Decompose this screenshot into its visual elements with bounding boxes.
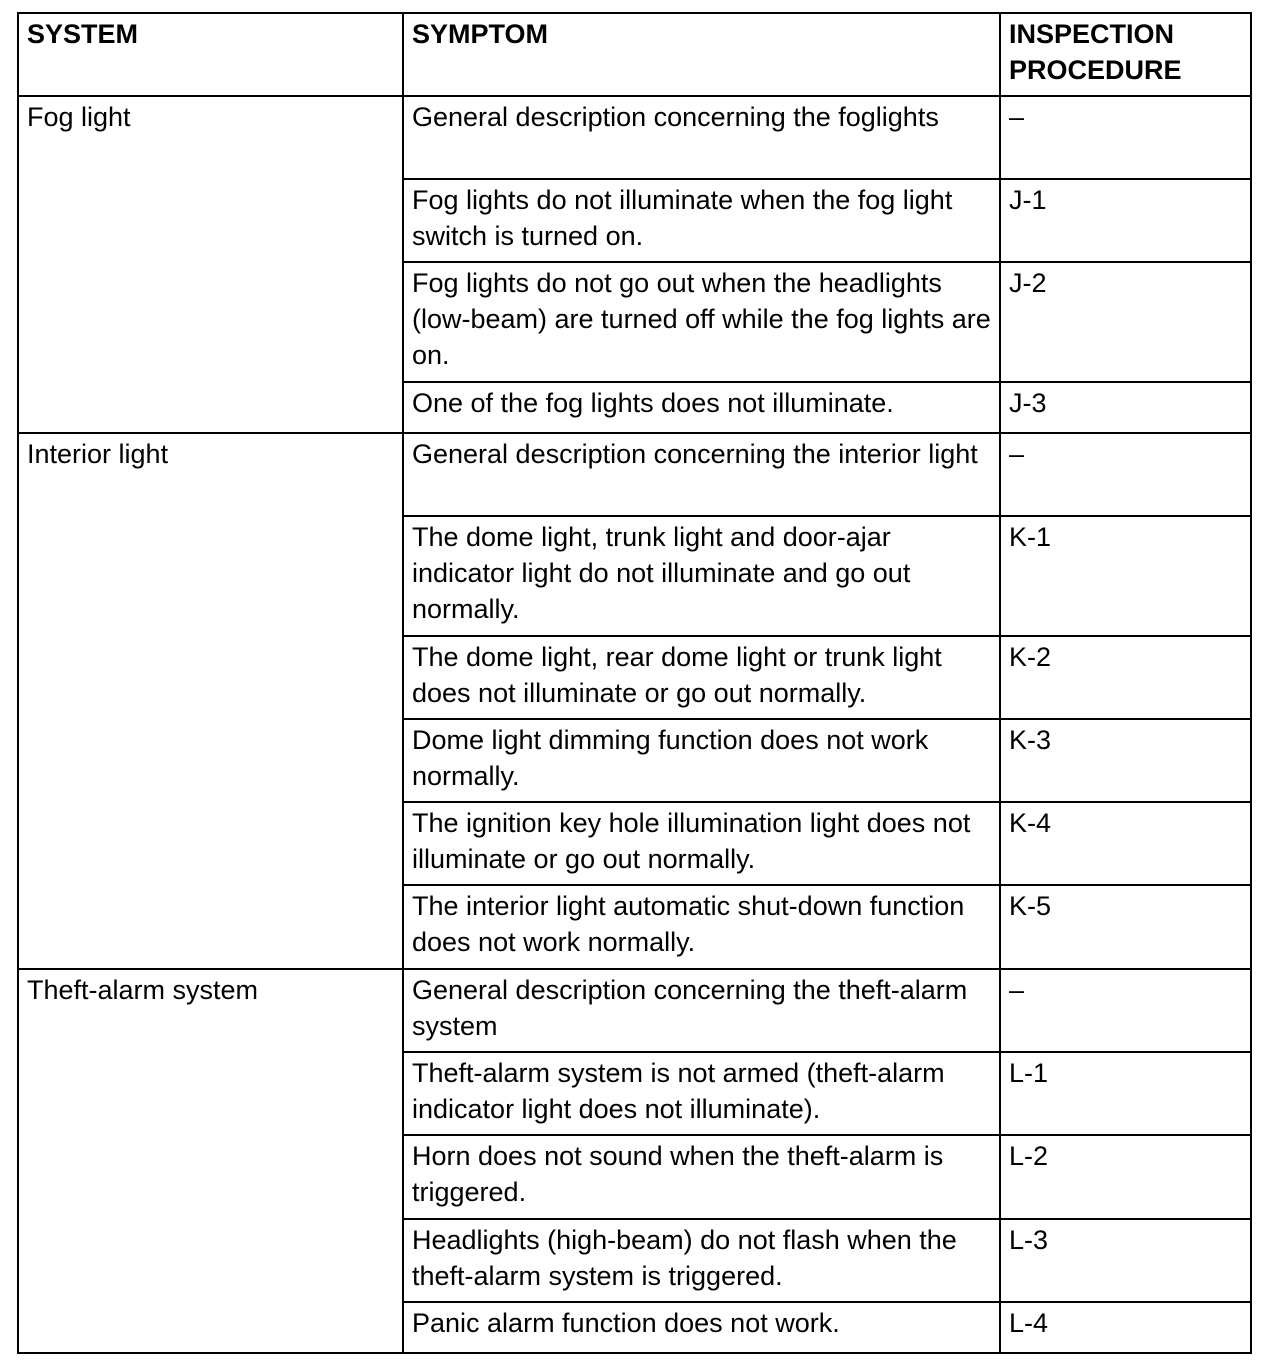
procedure-cell: – [1000, 969, 1251, 1052]
symptom-cell: Horn does not sound when the theft-alarm is triggered. [403, 1135, 1000, 1219]
symptom-cell: The dome light, rear dome light or trunk light does not illuminate or go out normally. [403, 636, 1000, 719]
header-system: SYSTEM [18, 13, 403, 96]
symptom-cell: General description concerning the foglights [403, 96, 1000, 179]
symptom-cell: General description concerning the interior light [403, 433, 1000, 516]
symptom-cell: Theft-alarm system is not armed (theft-alarm indicator light does not illuminate). [403, 1052, 1000, 1135]
procedure-cell: J-2 [1000, 262, 1251, 382]
procedure-cell: K-3 [1000, 719, 1251, 802]
symptom-cell: Fog lights do not go out when the headlights (low-beam) are turned off while the fog lights are on. [403, 262, 1000, 382]
header-row [18, 13, 1251, 96]
procedure-cell: K-5 [1000, 885, 1251, 969]
procedure-cell: K-4 [1000, 802, 1251, 885]
symptom-table [17, 12, 1252, 1354]
symptom-cell: Panic alarm function does not work. [403, 1302, 1000, 1353]
symptom-cell: The interior light automatic shut-down function does not work normally. [403, 885, 1000, 969]
procedure-cell: – [1000, 96, 1251, 179]
system-cell: Interior light [18, 433, 403, 969]
system-cell: Theft-alarm system [18, 969, 403, 1353]
procedure-cell: K-1 [1000, 516, 1251, 636]
system-cell: Fog light [18, 96, 403, 433]
table-row [18, 969, 1251, 1052]
symptom-cell: Dome light dimming function does not work normally. [403, 719, 1000, 802]
symptom-cell: Fog lights do not illuminate when the fog light switch is turned on. [403, 179, 1000, 262]
symptom-cell: One of the fog lights does not illuminate. [403, 382, 1000, 433]
header-symptom: SYMPTOM [403, 13, 1000, 96]
table-row [18, 96, 1251, 179]
procedure-cell: J-1 [1000, 179, 1251, 262]
symptom-cell: The dome light, trunk light and door-ajar indicator light do not illuminate and go out normally. [403, 516, 1000, 636]
symptom-cell: Headlights (high-beam) do not flash when the theft-alarm system is triggered. [403, 1219, 1000, 1302]
procedure-cell: K-2 [1000, 636, 1251, 719]
procedure-cell: L-1 [1000, 1052, 1251, 1135]
header-procedure: INSPECTION PROCEDURE [1000, 13, 1251, 96]
symptom-cell: General description concerning the theft-alarm system [403, 969, 1000, 1052]
procedure-cell: – [1000, 433, 1251, 516]
table-row [18, 433, 1251, 516]
procedure-cell: L-2 [1000, 1135, 1251, 1219]
symptom-cell: The ignition key hole illumination light does not illuminate or go out normally. [403, 802, 1000, 885]
procedure-cell: L-4 [1000, 1302, 1251, 1353]
procedure-cell: L-3 [1000, 1219, 1251, 1302]
procedure-cell: J-3 [1000, 382, 1251, 433]
